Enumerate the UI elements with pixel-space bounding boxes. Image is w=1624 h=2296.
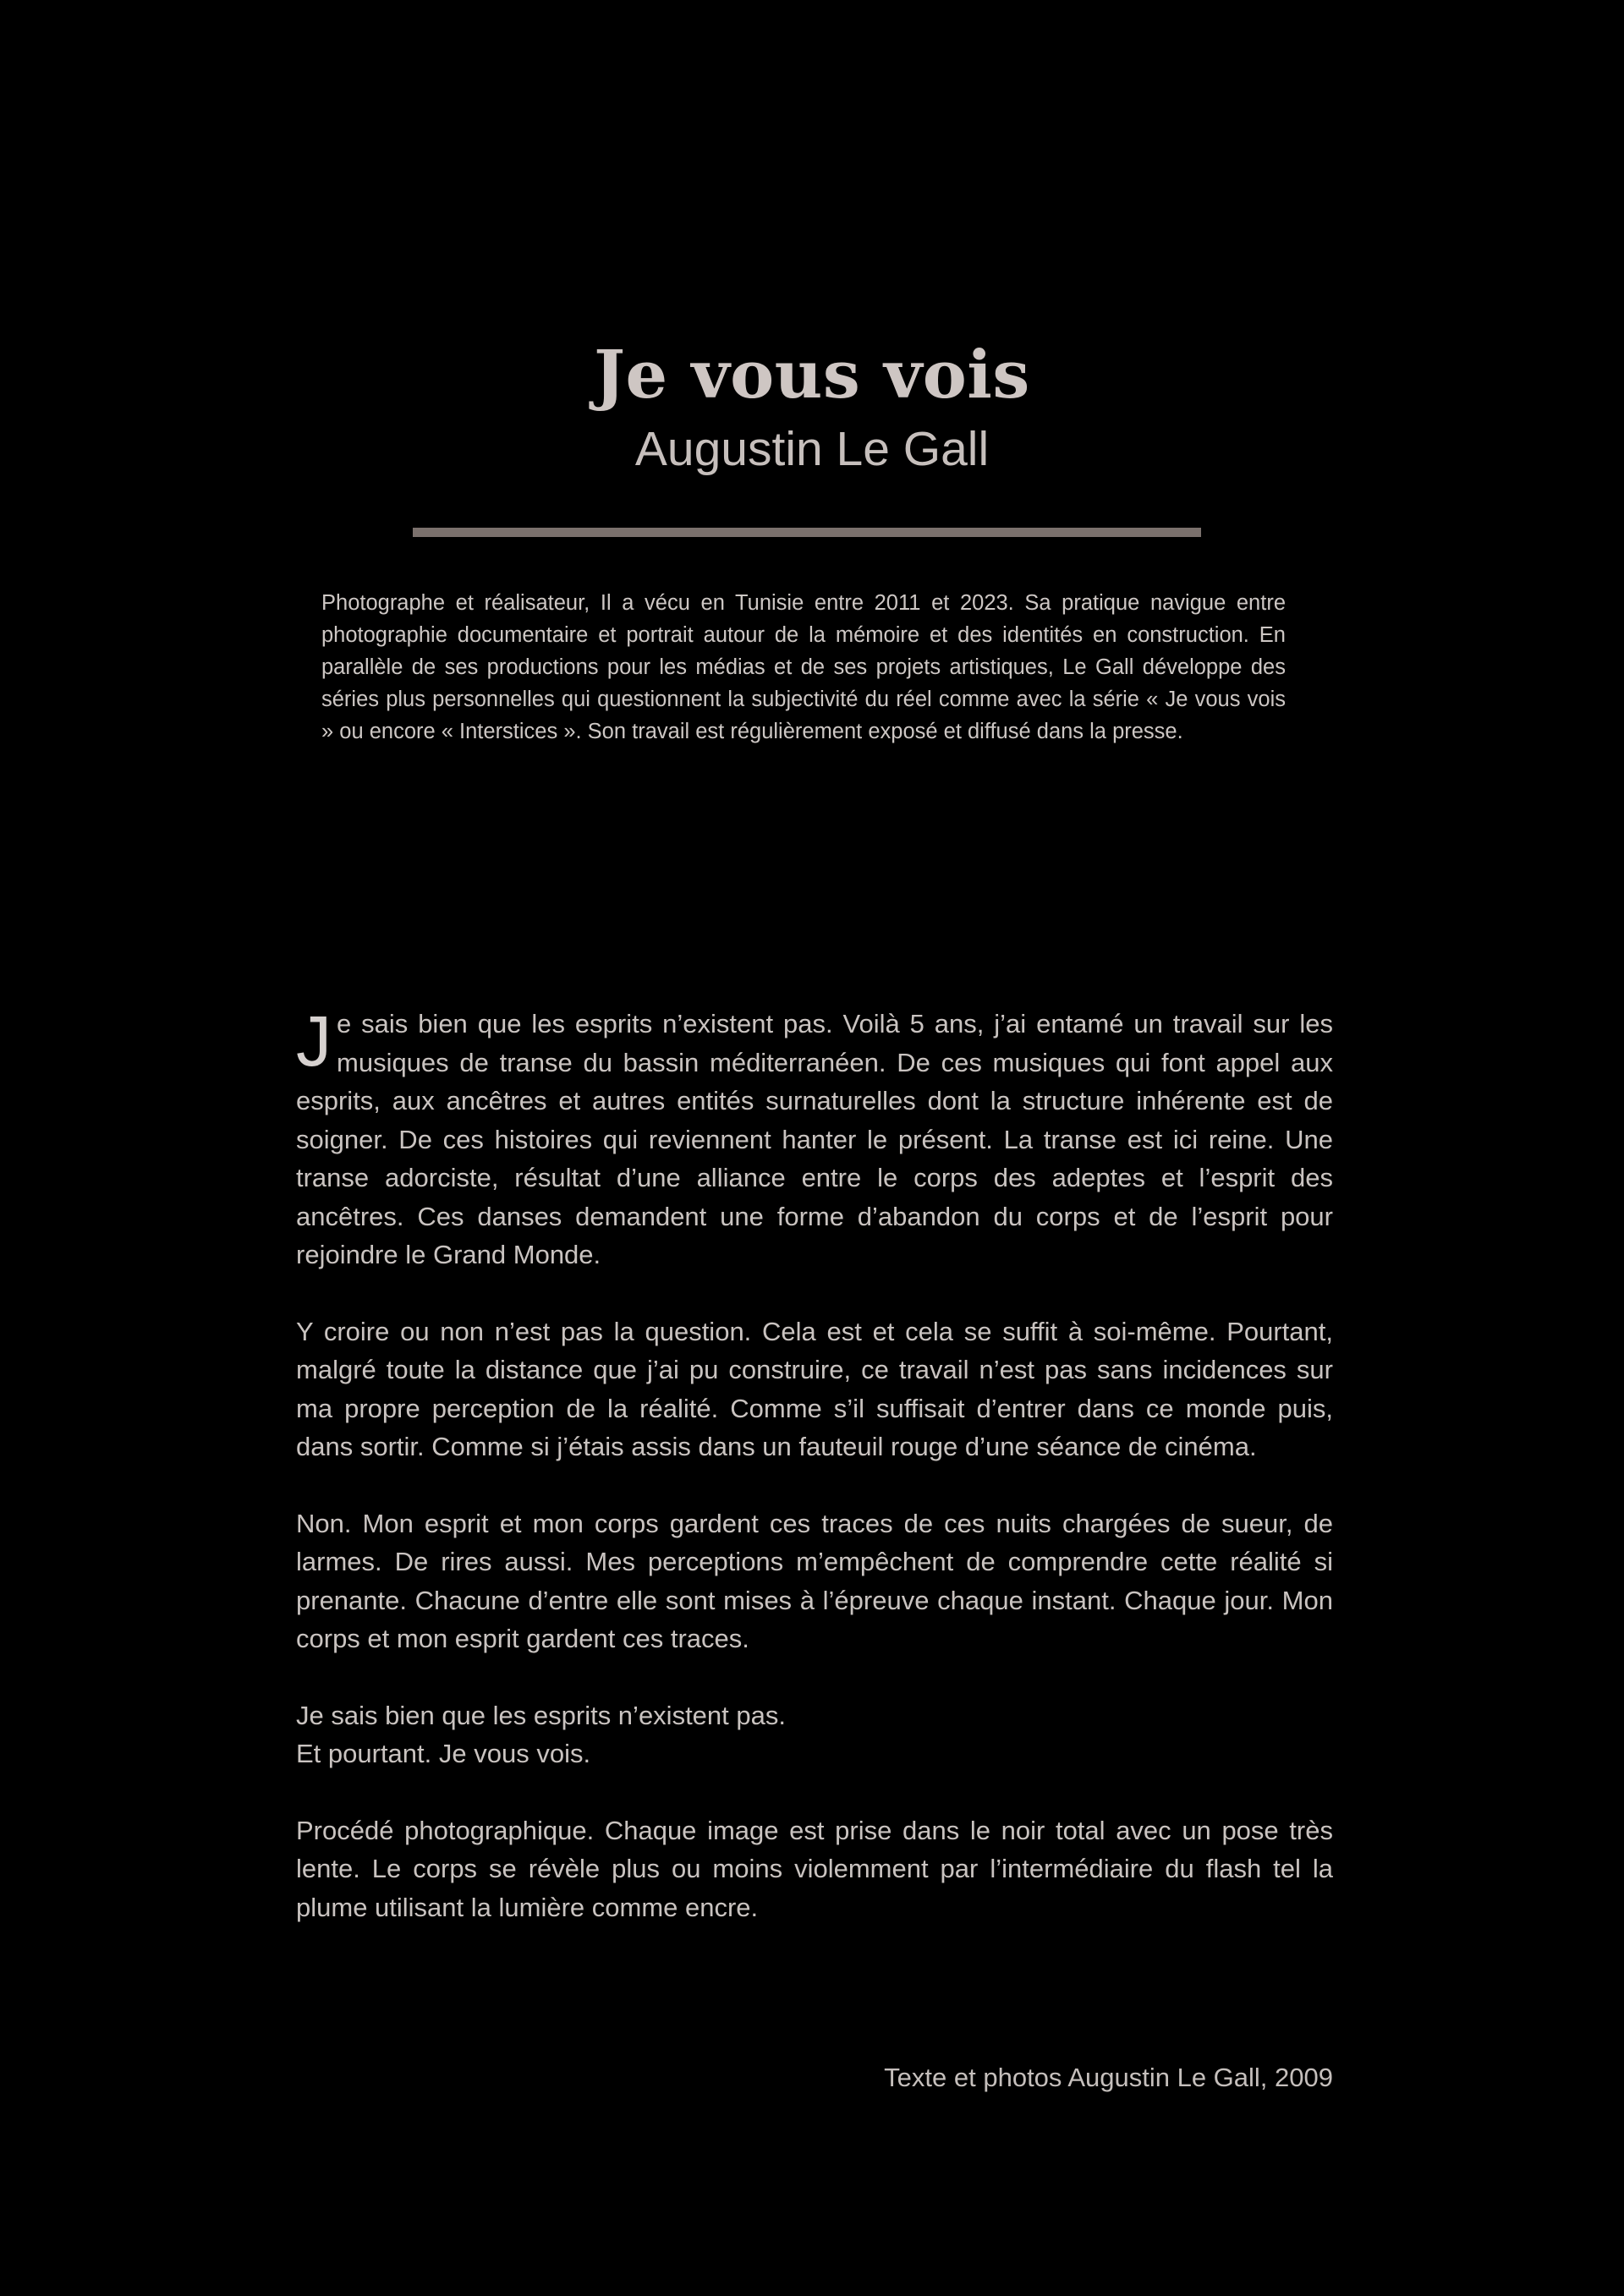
essay-paragraph-1-text: e sais bien que les esprits n’existent pas. Voilà 5 ans, j’ai entamé un travail sur les musiques de transe du bassin méditerranéen. De ces musiques qui font appel aux esprits, aux ancêtres et autres entités surnaturelles dont la structure inhérente est de soigner. De ces histoires qui reviennent hanter le présent. La transe est ici reine. Une transe adorciste, résultat d’une alliance entre le corps des adeptes et l’esprit des ancêtres. Ces danses demandent une forme d’abandon du corps et de l’esprit pour rejoindre le Grand Monde. [296,1009,1333,1269]
essay-paragraph-3: Non. Mon esprit et mon corps gardent ces traces de ces nuits chargées de sueur, de larmes. De rires aussi. Mes perceptions m’empêchent de comprendre cette réalité si prenante. Chacune d’entre elle sont mises à l’épreuve chaque instant. Chaque jour. Mon corps et mon esprit gardent ces traces. [296,1508,1333,1653]
essay-body [296,1001,1333,1926]
essay-paragraph-4a: Je sais bien que les esprits n’existent pas. [296,1700,786,1730]
author-name: Augustin Le Gall [634,422,990,476]
masthead [0,337,1624,479]
essay-paragraph-5: Procédé photographique. Chaque image est prise dans le noir total avec un pose très lente. Le corps se révèle plus ou moins violemment par l’intermédiaire du flash tel la plume utilisant la lumière comme encre. [296,1815,1333,1922]
page-title: Je vous vois [594,337,1030,414]
author-bio-paragraph: Photographe et réalisateur, Il a vécu en Tunisie entre 2011 et 2023. Sa pratique navigue entre photographie documentaire et portrait autour de la mémoire et des identités en construction. En parallèle de ses productions pour les médias et de ses projets artistiques, Le Gall développe des séries plus personnelles qui questionnent la subjectivité du réel comme avec la série « Je vous vois » ou encore « Interstices ». Son travail est régulièrement exposé et diffusé dans la presse. [321,591,1286,743]
essay-paragraph-2: Y croire ou non n’est pas la question. Cela est et cela se suffit à soi-même. Pourtant, malgré toute la distance que j’ai pu construire, ce travail n’est pas sans incidences sur ma propre perception de la réalité. Comme s’il suffisait d’entrer dans ce monde puis, dans sortir. Comme si j’étais assis dans un fauteuil rouge d’une séance de cinéma. [296,1316,1333,1461]
drop-cap-letter: J [296,1001,332,1081]
credit-line: Texte et photos Augustin Le Gall, 2009 [884,2063,1333,2092]
essay-paragraph-1 [296,1001,1333,1274]
title-divider [413,528,1201,537]
essay-paragraph-4b: Et pourtant. Je vous vois. [296,1739,591,1768]
